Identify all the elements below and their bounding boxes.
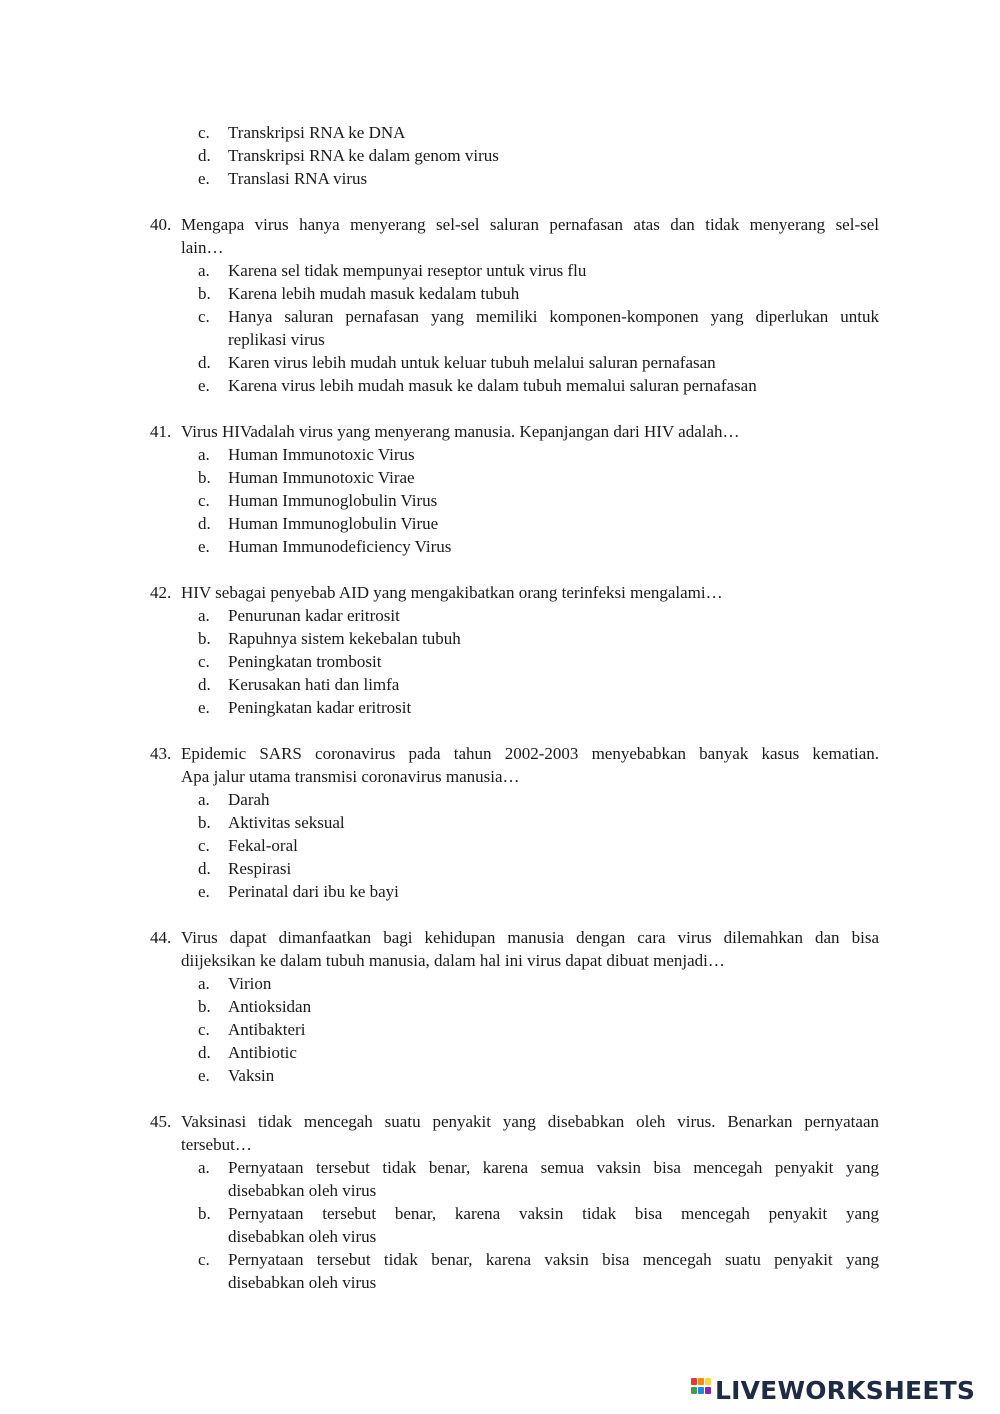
option-text: Antioksidan xyxy=(228,997,312,1016)
option-text: Perinatal dari ibu ke bayi xyxy=(228,882,399,901)
answer-option xyxy=(0,259,1000,282)
option-text: Translasi RNA virus xyxy=(228,169,368,188)
answer-option xyxy=(0,1041,1000,1064)
answer-option xyxy=(0,1156,1000,1179)
question-line xyxy=(0,581,1000,604)
option-text: Pernyataan tersebut tidak benar, karena vaksin bisa mencegah suatu penyakit yang xyxy=(228,1250,879,1269)
answer-option xyxy=(0,328,1000,351)
answer-option xyxy=(0,167,1000,190)
answer-option xyxy=(0,512,1000,535)
question-line xyxy=(0,926,1000,949)
option-letter: e. xyxy=(198,537,210,556)
option-text: Antibiotic xyxy=(228,1043,297,1062)
option-text: Transkripsi RNA ke DNA xyxy=(228,123,406,142)
option-text: disebabkan oleh virus xyxy=(228,1273,377,1292)
option-text: disebabkan oleh virus xyxy=(228,1227,377,1246)
question-line xyxy=(0,236,1000,259)
answer-option xyxy=(0,535,1000,558)
logo-tile xyxy=(705,1378,711,1385)
option-letter: c. xyxy=(198,1250,210,1269)
question-text: diijeksikan ke dalam tubuh manusia, dalam hal ini virus dapat dibuat menjadi… xyxy=(181,951,725,970)
option-letter: c. xyxy=(198,491,210,510)
option-letter: b. xyxy=(198,284,211,303)
option-letter: d. xyxy=(198,1043,211,1062)
option-letter: d. xyxy=(198,675,211,694)
option-letter: d. xyxy=(198,514,211,533)
option-letter: c. xyxy=(198,123,210,142)
answer-option xyxy=(0,1064,1000,1087)
logo-tile xyxy=(698,1378,704,1385)
logo-tile xyxy=(698,1387,704,1394)
answer-option xyxy=(0,1202,1000,1225)
option-letter: e. xyxy=(198,698,210,717)
question-number: 42. xyxy=(150,583,172,602)
liveworksheets-logo[interactable] xyxy=(690,1375,975,1405)
option-letter: b. xyxy=(198,629,211,648)
option-letter: c. xyxy=(198,1020,210,1039)
option-letter: b. xyxy=(198,997,211,1016)
option-text: Penurunan kadar eritrosit xyxy=(228,606,400,625)
option-text: Peningkatan kadar eritrosit xyxy=(228,698,412,717)
answer-option xyxy=(0,1248,1000,1271)
question-text: lain… xyxy=(181,238,224,257)
question-text: tersebut… xyxy=(181,1135,252,1154)
option-letter: d. xyxy=(198,146,211,165)
option-letter: a. xyxy=(198,790,210,809)
option-letter: c. xyxy=(198,836,210,855)
answer-option xyxy=(0,696,1000,719)
question-number: 41. xyxy=(150,422,172,441)
question-text: Mengapa virus hanya menyerang sel-sel saluran pernafasan atas dan tidak menyerang sel-sel xyxy=(181,215,879,234)
option-letter: b. xyxy=(198,468,211,487)
answer-option xyxy=(0,443,1000,466)
answer-option xyxy=(0,788,1000,811)
logo-tile xyxy=(691,1387,697,1394)
option-letter: c. xyxy=(198,307,210,326)
answer-option xyxy=(0,857,1000,880)
option-text: Darah xyxy=(228,790,270,809)
option-text: Pernyataan tersebut tidak benar, karena semua vaksin bisa mencegah penyakit yang xyxy=(228,1158,879,1177)
question-number: 43. xyxy=(150,744,172,763)
answer-option xyxy=(0,995,1000,1018)
option-text: Fekal-oral xyxy=(228,836,298,855)
option-letter: b. xyxy=(198,813,211,832)
option-letter: e. xyxy=(198,169,210,188)
answer-option xyxy=(0,1271,1000,1294)
question-line xyxy=(0,420,1000,443)
question-text: Epidemic SARS coronavirus pada tahun 2002-2003 menyebabkan banyak kasus kematian. xyxy=(181,744,879,763)
option-letter: e. xyxy=(198,376,210,395)
answer-option xyxy=(0,305,1000,328)
answer-option xyxy=(0,121,1000,144)
option-text: Transkripsi RNA ke dalam genom virus xyxy=(228,146,499,165)
question-text: Vaksinasi tidak mencegah suatu penyakit yang disebabkan oleh virus. Benarkan pernyataan xyxy=(181,1112,879,1131)
question-text: Apa jalur utama transmisi coronavirus manusia… xyxy=(181,767,520,786)
question-line xyxy=(0,742,1000,765)
option-letter: a. xyxy=(198,261,210,280)
option-letter: e. xyxy=(198,882,210,901)
liveworksheets-logo-icon xyxy=(690,1377,712,1403)
option-text: disebabkan oleh virus xyxy=(228,1181,377,1200)
option-letter: d. xyxy=(198,353,211,372)
answer-option xyxy=(0,489,1000,512)
option-text: replikasi virus xyxy=(228,330,325,349)
answer-option xyxy=(0,673,1000,696)
option-text: Respirasi xyxy=(228,859,292,878)
option-text: Vaksin xyxy=(228,1066,275,1085)
question-line xyxy=(0,765,1000,788)
option-text: Karena lebih mudah masuk kedalam tubuh xyxy=(228,284,520,303)
answer-option xyxy=(0,834,1000,857)
answer-option xyxy=(0,972,1000,995)
option-letter: c. xyxy=(198,652,210,671)
logo-text: LIVEWORKSHEETS xyxy=(715,1375,976,1405)
option-text: Human Immunoglobulin Virus xyxy=(228,491,438,510)
option-text: Hanya saluran pernafasan yang memiliki komponen-komponen yang diperlukan untuk xyxy=(228,307,879,326)
answer-option xyxy=(0,811,1000,834)
option-letter: a. xyxy=(198,974,210,993)
answer-option xyxy=(0,374,1000,397)
logo-tile xyxy=(705,1387,711,1394)
option-text: Human Immunodeficiency Virus xyxy=(228,537,452,556)
option-letter: d. xyxy=(198,859,211,878)
question-number: 44. xyxy=(150,928,172,947)
option-letter: a. xyxy=(198,445,210,464)
question-line xyxy=(0,1110,1000,1133)
option-text: Karena virus lebih mudah masuk ke dalam tubuh memalui saluran pernafasan xyxy=(228,376,757,395)
option-letter: a. xyxy=(198,1158,210,1177)
question-line xyxy=(0,949,1000,972)
question-number: 40. xyxy=(150,215,172,234)
answer-option xyxy=(0,1225,1000,1248)
answer-option xyxy=(0,1179,1000,1202)
option-text: Human Immunoglobulin Virue xyxy=(228,514,439,533)
option-text: Rapuhnya sistem kekebalan tubuh xyxy=(228,629,461,648)
answer-option xyxy=(0,1018,1000,1041)
option-text: Human Immunotoxic Virae xyxy=(228,468,415,487)
answer-option xyxy=(0,627,1000,650)
option-text: Peningkatan trombosit xyxy=(228,652,382,671)
option-text: Antibakteri xyxy=(228,1020,306,1039)
question-text: Virus dapat dimanfaatkan bagi kehidupan manusia dengan cara virus dilemahkan dan bisa xyxy=(181,928,879,947)
option-text: Pernyataan tersebut benar, karena vaksin tidak bisa mencegah penyakit yang xyxy=(228,1204,879,1223)
option-text: Karena sel tidak mempunyai reseptor untuk virus flu xyxy=(228,261,587,280)
option-text: Aktivitas seksual xyxy=(228,813,345,832)
answer-option xyxy=(0,282,1000,305)
question-number: 45. xyxy=(150,1112,172,1131)
answer-option xyxy=(0,144,1000,167)
answer-option xyxy=(0,650,1000,673)
question-line xyxy=(0,213,1000,236)
option-letter: e. xyxy=(198,1066,210,1085)
logo-tile xyxy=(691,1378,697,1385)
answer-option xyxy=(0,351,1000,374)
option-text: Kerusakan hati dan limfa xyxy=(228,675,400,694)
option-letter: b. xyxy=(198,1204,211,1223)
question-text: HIV sebagai penyebab AID yang mengakibatkan orang terinfeksi mengalami… xyxy=(181,583,723,602)
answer-option xyxy=(0,880,1000,903)
answer-option xyxy=(0,466,1000,489)
option-text: Virion xyxy=(228,974,272,993)
option-text: Karen virus lebih mudah untuk keluar tubuh melalui saluran pernafasan xyxy=(228,353,716,372)
option-text: Human Immunotoxic Virus xyxy=(228,445,415,464)
question-line xyxy=(0,1133,1000,1156)
option-letter: a. xyxy=(198,606,210,625)
question-text: Virus HIVadalah virus yang menyerang manusia. Kepanjangan dari HIV adalah… xyxy=(181,422,740,441)
answer-option xyxy=(0,604,1000,627)
